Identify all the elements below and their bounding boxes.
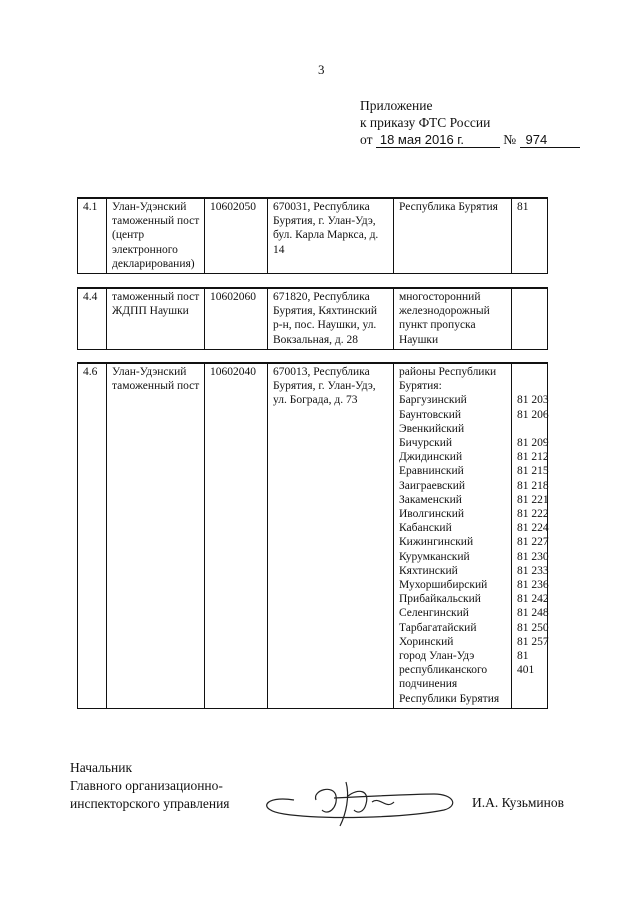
district-name: Джидинский	[399, 451, 463, 464]
district-name: Тарбагатайский	[399, 621, 477, 634]
number-label: №	[503, 132, 517, 147]
district-code: 81 218	[517, 479, 549, 492]
post-address: 670013, Республика Бурятия, г. Улан-Удэ, ул. Бограда, д. 73	[268, 363, 394, 708]
district-code: 81 248	[517, 607, 549, 620]
district-name: Прибайкальский	[399, 593, 481, 606]
district-name: Закаменский	[399, 493, 462, 506]
district-name: Эвенкийский	[399, 422, 465, 435]
district-code: 81 206	[517, 408, 549, 421]
signer-name: И.А. Кузьминов	[472, 795, 564, 810]
row-number: 4.4	[78, 288, 107, 349]
district-code: 81 250	[517, 621, 549, 634]
appendix-order-ref: к приказу ФТС России	[360, 115, 491, 130]
district-code: 81 215	[517, 465, 549, 478]
post-name: Улан-Удэнский таможенный пост (центр электронного декларирования)	[107, 198, 205, 274]
district-list	[399, 393, 507, 649]
appendix-title: Приложение	[360, 98, 433, 113]
signer-title-line1: Начальник	[70, 760, 133, 775]
district-name: Еравнинский	[399, 465, 464, 478]
district-name: Кяхтинский	[399, 564, 458, 577]
district-name: Баргузинский	[399, 394, 467, 407]
district-name: Селенгинский	[399, 607, 469, 620]
district-code	[517, 422, 543, 436]
post-name: таможенный пост ЖДПП Наушки	[107, 288, 205, 349]
handwritten-signature	[254, 770, 459, 830]
district-code: 81 242	[517, 593, 549, 606]
post-code: 10602050	[205, 198, 268, 274]
district-code-list	[517, 393, 549, 649]
table-row	[78, 198, 548, 274]
district-name: Кижингинский	[399, 536, 474, 549]
district-code: 81 230	[517, 550, 549, 563]
region-list	[394, 363, 512, 708]
region: Республика Бурятия	[394, 198, 512, 274]
order-date: 18 мая 2016 г.	[376, 132, 500, 148]
city-text: город Улан-Удэ республиканского подчинения Республики Бурятия	[399, 650, 500, 705]
row-number: 4.6	[78, 363, 107, 708]
district-code: 81 203	[517, 394, 549, 407]
district-code: 81 257	[517, 635, 549, 648]
district-code: 81 224	[517, 522, 549, 535]
district-name: Хоринский	[399, 635, 454, 648]
district-name: Заиграевский	[399, 479, 466, 492]
page-number: 3	[318, 62, 325, 77]
district-code: 81 221	[517, 493, 549, 506]
signer-title-line2: Главного организационно-	[70, 778, 223, 793]
post-address: 671820, Республика Бурятия, Кяхтинский р-н, пос. Наушки, ул. Вокзальная, д. 28	[268, 288, 394, 349]
post-address: 670031, Республика Бурятия, г. Улан-Удэ, бул. Карла Маркса, д. 14	[268, 198, 394, 274]
district-code: 81 222	[517, 508, 549, 521]
district-name: Баунтовский	[399, 408, 462, 421]
district-name: Бичурский	[399, 437, 453, 450]
from-label: от	[360, 132, 373, 147]
order-number: 974	[520, 132, 580, 148]
okato-code: 81	[512, 198, 548, 274]
district-code: 81 236	[517, 579, 549, 592]
district-name: Курумканский	[399, 550, 470, 563]
okato-code	[512, 288, 548, 349]
table-row-4-1	[77, 197, 548, 274]
table-row	[78, 288, 548, 349]
region: многосторонний железнодорожный пункт пропуска Наушки	[394, 288, 512, 349]
post-name: Улан-Удэнский таможенный пост	[107, 363, 205, 708]
district-code: 81 227	[517, 536, 549, 549]
table-row-4-6	[77, 362, 548, 709]
district-name: Мухоршибирский	[399, 579, 488, 592]
table-row-4-4	[77, 287, 548, 350]
district-code: 81 209	[517, 437, 549, 449]
region-header: районы Республики Бурятия:	[399, 366, 497, 393]
district-code: 81 233	[517, 564, 549, 577]
district-name: Иволгинский	[399, 508, 465, 521]
row-number: 4.1	[78, 198, 107, 274]
district-name: Кабанский	[399, 522, 452, 535]
post-code: 10602040	[205, 363, 268, 708]
signature-block	[70, 759, 230, 813]
district-code: 81 212	[517, 451, 549, 464]
okato-code-list	[512, 363, 548, 708]
table-row	[78, 363, 548, 708]
appendix-date-line	[360, 131, 580, 148]
city-code: 81 401	[517, 650, 535, 677]
post-code: 10602060	[205, 288, 268, 349]
appendix-header	[360, 97, 580, 148]
signer-title-line3: инспекторского управления	[70, 796, 230, 811]
